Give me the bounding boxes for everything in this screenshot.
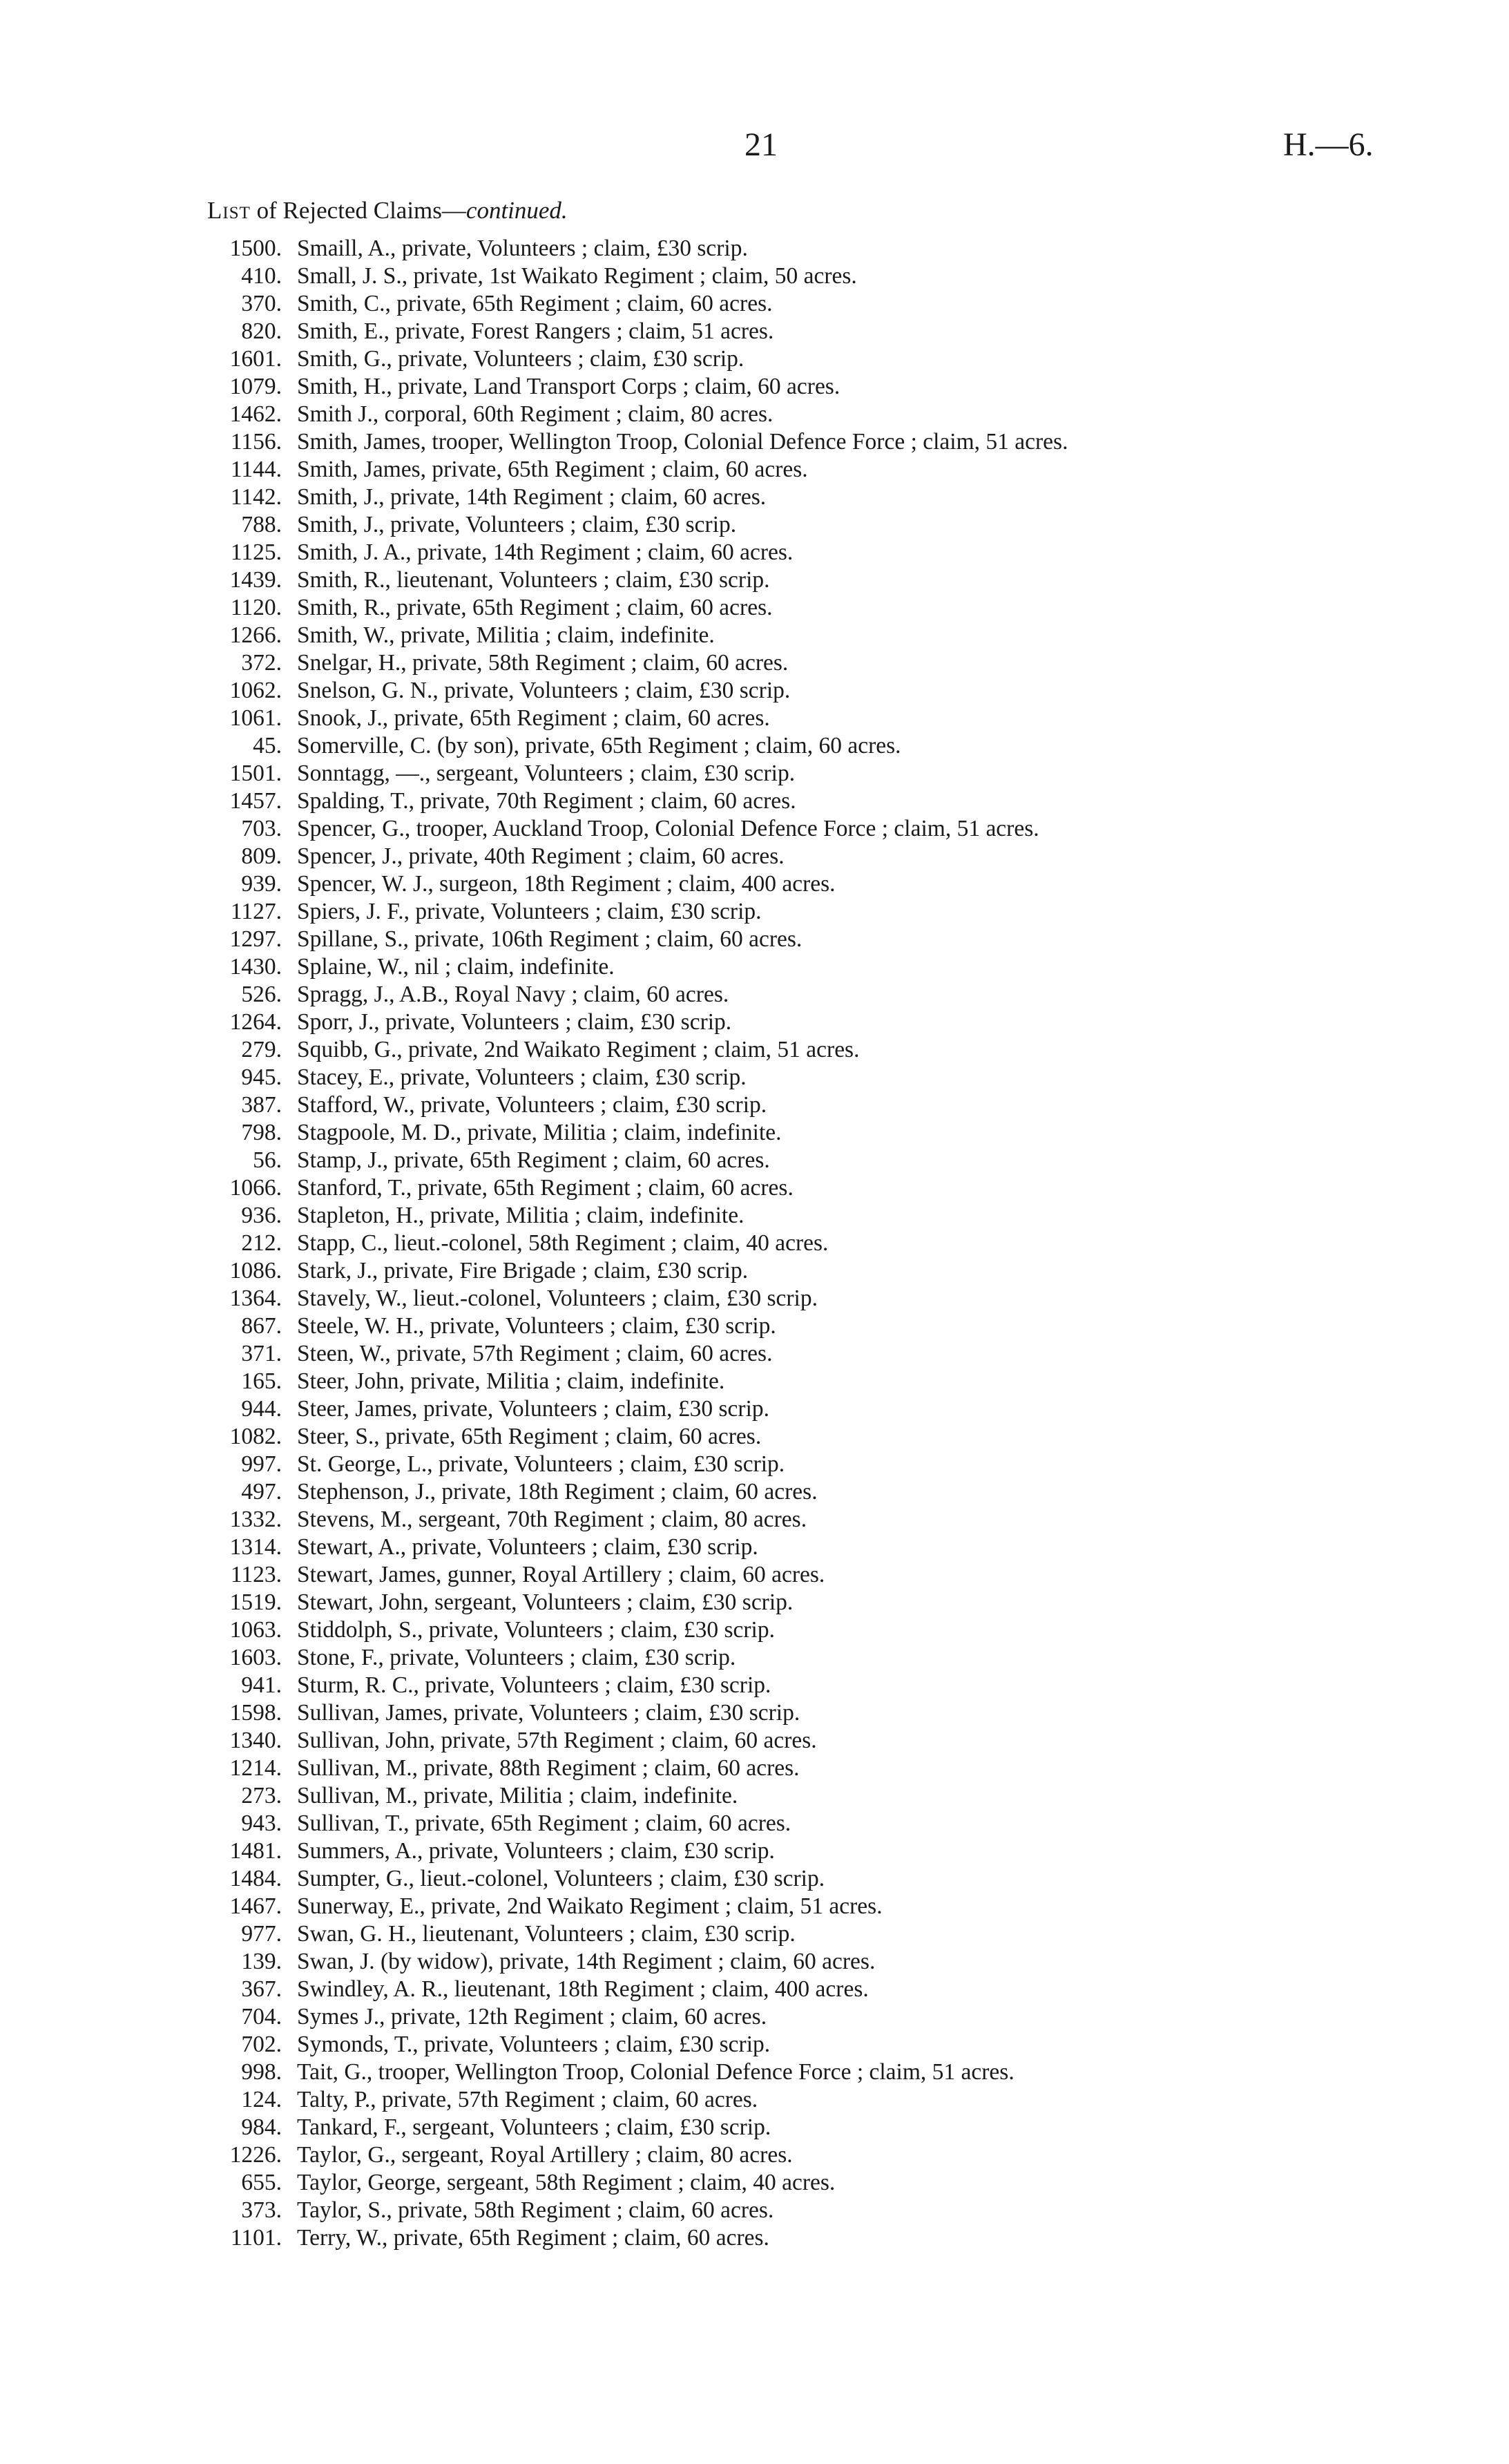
claim-entry: Snelson, G. N., private, Volunteers ; claim, £30 scrip.	[297, 678, 791, 703]
claim-row	[0, 1534, 1509, 1561]
claim-number: 1598.	[229, 1700, 282, 1726]
claim-row	[0, 1478, 1509, 1506]
claim-entry: Symes J., private, 12th Regiment ; claim, 60 acres.	[297, 2004, 767, 2030]
claim-entry: Sporr, J., private, Volunteers ; claim, £30 scrip.	[297, 1009, 732, 1035]
claim-number: 526.	[241, 982, 282, 1007]
claim-number: 1519.	[229, 1589, 282, 1615]
claim-entry: Summers, A., private, Volunteers ; claim, £30 scrip.	[297, 1838, 775, 1864]
claim-row	[0, 2114, 1509, 2141]
claim-number: 370.	[241, 291, 282, 316]
claim-entry: Stanford, T., private, 65th Regiment ; claim, 60 acres.	[297, 1175, 794, 1201]
claim-row	[0, 345, 1509, 373]
claim-number: 212.	[241, 1230, 282, 1256]
claim-number: 1120.	[230, 595, 282, 620]
claim-number: 1314.	[229, 1534, 282, 1560]
claim-entry: Stewart, John, sergeant, Volunteers ; claim, £30 scrip.	[297, 1589, 794, 1615]
claim-entry: Sullivan, James, private, Volunteers ; claim, £30 scrip.	[297, 1700, 800, 1726]
claim-row	[0, 1727, 1509, 1755]
claim-row	[0, 539, 1509, 566]
claim-number: 1332.	[229, 1507, 282, 1532]
claim-entry: Steele, W. H., private, Volunteers ; claim, £30 scrip.	[297, 1313, 776, 1339]
claim-number: 387.	[241, 1092, 282, 1118]
claim-entry: Talty, P., private, 57th Regiment ; claim, 60 acres.	[297, 2087, 758, 2112]
claim-number: 373.	[241, 2197, 282, 2223]
claim-number: 1061.	[229, 705, 282, 731]
claim-number: 1501.	[229, 761, 282, 786]
claim-number: 820.	[241, 318, 282, 344]
claim-entry: Spragg, J., A.B., Royal Navy ; claim, 60 acres.	[297, 982, 729, 1007]
claim-row	[0, 705, 1509, 732]
claim-row	[0, 1672, 1509, 1699]
claim-row	[0, 1285, 1509, 1312]
claim-row	[0, 1451, 1509, 1478]
claim-entry: Steer, James, private, Volunteers ; claim, £30 scrip.	[297, 1396, 770, 1422]
claim-entry: Smith, J. A., private, 14th Regiment ; claim, 60 acres.	[297, 539, 794, 565]
claim-row	[0, 1091, 1509, 1119]
claim-row	[0, 1395, 1509, 1423]
claim-entry: Splaine, W., nil ; claim, indefinite.	[297, 954, 615, 980]
claim-entry: Smaill, A., private, Volunteers ; claim, £30 scrip.	[297, 236, 748, 261]
claim-entry: Stark, J., private, Fire Brigade ; claim, £30 scrip.	[297, 1258, 749, 1283]
claim-row	[0, 2197, 1509, 2224]
claim-number: 655.	[241, 2170, 282, 2195]
claim-entry: Taylor, S., private, 58th Regiment ; claim, 60 acres.	[297, 2197, 774, 2223]
claim-row	[0, 677, 1509, 705]
claim-row	[0, 1976, 1509, 2003]
claim-entry: Stephenson, J., private, 18th Regiment ; claim, 60 acres.	[297, 1479, 818, 1505]
claim-number: 1142.	[230, 484, 282, 510]
claim-entry: Stewart, A., private, Volunteers ; claim, £30 scrip.	[297, 1534, 758, 1560]
claim-entry: Stapleton, H., private, Militia ; claim, indefinite.	[297, 1203, 744, 1228]
claim-row	[0, 235, 1509, 262]
claim-number: 1226.	[229, 2142, 282, 2168]
claim-number: 1082.	[229, 1424, 282, 1449]
claim-row	[0, 1036, 1509, 1064]
claim-row	[0, 262, 1509, 290]
claim-entry: Sunerway, E., private, 2nd Waikato Regiment ; claim, 51 acres.	[297, 1893, 883, 1919]
claim-row	[0, 2086, 1509, 2114]
claim-number: 1062.	[229, 678, 282, 703]
claim-entry: Squibb, G., private, 2nd Waikato Regiment ; claim, 51 acres.	[297, 1037, 860, 1062]
claim-row	[0, 1865, 1509, 1893]
claim-number: 1340.	[229, 1728, 282, 1753]
claim-entry: Snelgar, H., private, 58th Regiment ; claim, 60 acres.	[297, 650, 789, 676]
claim-entry: Smith, R., lieutenant, Volunteers ; claim, £30 scrip.	[297, 567, 770, 593]
claim-entry: Spillane, S., private, 106th Regiment ; claim, 60 acres.	[297, 926, 802, 952]
heading-list-word: List	[207, 197, 251, 224]
claim-number: 410.	[241, 263, 282, 289]
claim-row	[0, 566, 1509, 594]
claim-row	[0, 1699, 1509, 1727]
claim-entry: Snook, J., private, 65th Regiment ; claim, 60 acres.	[297, 705, 770, 731]
claim-row	[0, 1009, 1509, 1036]
claim-entry: Smith J., corporal, 60th Regiment ; claim, 80 acres.	[297, 401, 773, 427]
claim-entry: Swindley, A. R., lieutenant, 18th Regiment ; claim, 400 acres.	[297, 1976, 869, 2002]
claim-row	[0, 815, 1509, 843]
claim-entry: Tait, G., trooper, Wellington Troop, Colonial Defence Force ; claim, 51 acres.	[297, 2059, 1015, 2085]
claim-row	[0, 318, 1509, 345]
claim-entry: Spiers, J. F., private, Volunteers ; claim, £30 scrip.	[297, 899, 762, 924]
claim-entry: Sonntagg, —., sergeant, Volunteers ; claim, £30 scrip.	[297, 761, 796, 786]
claim-number: 944.	[241, 1396, 282, 1422]
claim-row	[0, 843, 1509, 870]
claim-entry: Stamp, J., private, 65th Regiment ; claim, 60 acres.	[297, 1147, 770, 1173]
claim-number: 1481.	[229, 1838, 282, 1864]
claim-number: 941.	[241, 1672, 282, 1698]
claim-number: 165.	[241, 1368, 282, 1394]
claim-entry: Smith, G., private, Volunteers ; claim, £30 scrip.	[297, 346, 744, 372]
claim-number: 1601.	[229, 346, 282, 372]
claim-number: 279.	[241, 1037, 282, 1062]
claim-row	[0, 1561, 1509, 1589]
claim-number: 124.	[241, 2087, 282, 2112]
claim-number: 939.	[241, 871, 282, 897]
claim-number: 977.	[241, 1921, 282, 1947]
claim-number: 997.	[241, 1451, 282, 1477]
claim-entry: Smith, James, private, 65th Regiment ; claim, 60 acres.	[297, 457, 808, 482]
claim-number: 1430.	[229, 954, 282, 980]
claim-number: 497.	[241, 1479, 282, 1505]
claim-row	[0, 1616, 1509, 1644]
claim-row	[0, 1782, 1509, 1810]
claim-number: 1063.	[229, 1617, 282, 1643]
claim-number: 139.	[241, 1949, 282, 1974]
claim-number: 1266.	[229, 622, 282, 648]
claim-row	[0, 1755, 1509, 1782]
claim-number: 945.	[241, 1064, 282, 1090]
heading-text: of Rejected Claims—	[250, 197, 466, 224]
claim-row	[0, 456, 1509, 484]
claim-number: 1457.	[229, 788, 282, 814]
claim-entry: Stewart, James, gunner, Royal Artillery ; claim, 60 acres.	[297, 1562, 825, 1587]
claim-row	[0, 1340, 1509, 1368]
claim-number: 1364.	[229, 1286, 282, 1311]
claim-number: 1439.	[229, 567, 282, 593]
claim-number: 809.	[241, 843, 282, 869]
claim-number: 1156.	[230, 429, 282, 455]
claim-entry: Swan, J. (by widow), private, 14th Regiment ; claim, 60 acres.	[297, 1949, 876, 1974]
claim-number: 867.	[241, 1313, 282, 1339]
claim-number: 703.	[241, 816, 282, 841]
claim-entry: Steen, W., private, 57th Regiment ; claim, 60 acres.	[297, 1341, 773, 1366]
claim-row	[0, 1368, 1509, 1395]
claim-entry: Spalding, T., private, 70th Regiment ; claim, 60 acres.	[297, 788, 796, 814]
claim-number: 788.	[241, 512, 282, 537]
claim-row	[0, 1147, 1509, 1174]
claim-entry: Small, J. S., private, 1st Waikato Regiment ; claim, 50 acres.	[297, 263, 857, 289]
claim-entry: Spencer, W. J., surgeon, 18th Regiment ; claim, 400 acres.	[297, 871, 836, 897]
claim-entry: Stagpoole, M. D., private, Militia ; claim, indefinite.	[297, 1120, 782, 1145]
claim-number: 1144.	[230, 457, 282, 482]
claim-entry: Stone, F., private, Volunteers ; claim, £30 scrip.	[297, 1645, 736, 1670]
claim-number: 1127.	[230, 899, 282, 924]
claim-number: 1467.	[229, 1893, 282, 1919]
claim-entry: Spencer, G., trooper, Auckland Troop, Colonial Defence Force ; claim, 51 acres.	[297, 816, 1039, 841]
claim-entry: Somerville, C. (by son), private, 65th Regiment ; claim, 60 acres.	[297, 733, 901, 758]
claim-row	[0, 484, 1509, 511]
claim-row	[0, 2224, 1509, 2252]
claim-row	[0, 953, 1509, 981]
claim-row	[0, 1257, 1509, 1285]
claim-row	[0, 981, 1509, 1009]
claim-number: 1123.	[230, 1562, 282, 1587]
claim-number: 1066.	[229, 1175, 282, 1201]
claim-entry: Swan, G. H., lieutenant, Volunteers ; claim, £30 scrip.	[297, 1921, 796, 1947]
claim-entry: Smith, R., private, 65th Regiment ; claim, 60 acres.	[297, 595, 773, 620]
claim-number: 702.	[241, 2032, 282, 2057]
claim-row	[0, 1202, 1509, 1230]
claim-entry: Tankard, F., sergeant, Volunteers ; claim, £30 scrip.	[297, 2114, 771, 2140]
claim-row	[0, 898, 1509, 926]
claim-entry: Sturm, R. C., private, Volunteers ; claim, £30 scrip.	[297, 1672, 771, 1698]
claim-entry: Smith, E., private, Forest Rangers ; claim, 51 acres.	[297, 318, 774, 344]
claim-entry: Smith, W., private, Militia ; claim, indefinite.	[297, 622, 715, 648]
claim-number: 1500.	[229, 236, 282, 261]
claim-entry: Smith, James, trooper, Wellington Troop, Colonial Defence Force ; claim, 51 acres.	[297, 429, 1068, 455]
claim-entry: Steer, John, private, Militia ; claim, indefinite.	[297, 1368, 725, 1394]
claim-row	[0, 1810, 1509, 1837]
claim-number: 56.	[253, 1147, 282, 1173]
claim-entry: Stavely, W., lieut.-colonel, Volunteers ; claim, £30 scrip.	[297, 1286, 818, 1311]
claim-entry: Stacey, E., private, Volunteers ; claim, £30 scrip.	[297, 1064, 747, 1090]
claim-row	[0, 1506, 1509, 1534]
claim-row	[0, 870, 1509, 898]
claim-number: 1603.	[229, 1645, 282, 1670]
claim-number: 704.	[241, 2004, 282, 2030]
claim-row	[0, 2169, 1509, 2197]
claim-entry: Smith, H., private, Land Transport Corps ; claim, 60 acres.	[297, 374, 840, 399]
claim-row	[0, 787, 1509, 815]
claim-row	[0, 1837, 1509, 1865]
claim-row	[0, 1119, 1509, 1147]
claim-number: 367.	[241, 1976, 282, 2002]
claim-row	[0, 1644, 1509, 1672]
claim-entry: Stapp, C., lieut.-colonel, 58th Regiment ; claim, 40 acres.	[297, 1230, 829, 1256]
document-reference: H.—6.	[1283, 126, 1374, 163]
claim-entry: Stevens, M., sergeant, 70th Regiment ; claim, 80 acres.	[297, 1507, 807, 1532]
claim-entry: Sullivan, John, private, 57th Regiment ; claim, 60 acres.	[297, 1728, 817, 1753]
claim-number: 371.	[241, 1341, 282, 1366]
claim-row	[0, 2141, 1509, 2169]
claim-entry: Sumpter, G., lieut.-colonel, Volunteers ; claim, £30 scrip.	[297, 1866, 825, 1891]
claim-entry: Stafford, W., private, Volunteers ; claim, £30 scrip.	[297, 1092, 767, 1118]
claim-row	[0, 1174, 1509, 1202]
claim-entry: Smith, J., private, 14th Regiment ; claim, 60 acres.	[297, 484, 767, 510]
claim-row	[0, 290, 1509, 318]
claim-number: 273.	[241, 1783, 282, 1808]
claim-row	[0, 732, 1509, 760]
claim-number: 1462.	[229, 401, 282, 427]
list-heading	[207, 195, 568, 226]
claim-entry: Smith, C., private, 65th Regiment ; claim, 60 acres.	[297, 291, 773, 316]
rejected-claims-list	[0, 235, 1509, 2252]
claim-entry: Sullivan, M., private, 88th Regiment ; claim, 60 acres.	[297, 1755, 800, 1781]
claim-entry: Stiddolph, S., private, Volunteers ; claim, £30 scrip.	[297, 1617, 775, 1643]
claim-number: 1086.	[229, 1258, 282, 1283]
claim-number: 984.	[241, 2114, 282, 2140]
claim-number: 1264.	[229, 1009, 282, 1035]
claim-entry: Taylor, George, sergeant, 58th Regiment ; claim, 40 acres.	[297, 2170, 836, 2195]
claim-row	[0, 2059, 1509, 2086]
claim-entry: Steer, S., private, 65th Regiment ; claim, 60 acres.	[297, 1424, 762, 1449]
claim-row	[0, 594, 1509, 622]
claim-number: 798.	[241, 1120, 282, 1145]
claim-entry: Symonds, T., private, Volunteers ; claim, £30 scrip.	[297, 2032, 771, 2057]
claim-row	[0, 760, 1509, 787]
claim-row	[0, 926, 1509, 953]
claim-row	[0, 2031, 1509, 2059]
claim-number: 1214.	[229, 1755, 282, 1781]
claim-number: 936.	[241, 1203, 282, 1228]
claim-row	[0, 401, 1509, 428]
claim-number: 1101.	[230, 2225, 282, 2251]
claim-entry: Terry, W., private, 65th Regiment ; claim, 60 acres.	[297, 2225, 769, 2251]
claim-number: 1297.	[229, 926, 282, 952]
claim-row	[0, 1423, 1509, 1451]
claim-row	[0, 622, 1509, 649]
claim-entry: Spencer, J., private, 40th Regiment ; claim, 60 acres.	[297, 843, 785, 869]
claim-row	[0, 373, 1509, 401]
claim-number: 372.	[241, 650, 282, 676]
claim-number: 1484.	[229, 1866, 282, 1891]
claim-row	[0, 1230, 1509, 1257]
claim-entry: Smith, J., private, Volunteers ; claim, £30 scrip.	[297, 512, 737, 537]
claim-row	[0, 1589, 1509, 1616]
claim-number: 1079.	[229, 374, 282, 399]
claim-row	[0, 1893, 1509, 1920]
claim-number: 1125.	[230, 539, 282, 565]
claim-row	[0, 1064, 1509, 1091]
claim-number: 45.	[253, 733, 282, 758]
page-number: 21	[744, 126, 778, 163]
claim-row	[0, 428, 1509, 456]
claim-row	[0, 1948, 1509, 1976]
claim-entry: Taylor, G., sergeant, Royal Artillery ; claim, 80 acres.	[297, 2142, 793, 2168]
claim-row	[0, 1920, 1509, 1948]
claim-number: 998.	[241, 2059, 282, 2085]
claim-row	[0, 1312, 1509, 1340]
claim-row	[0, 2003, 1509, 2031]
claim-row	[0, 511, 1509, 539]
claim-row	[0, 649, 1509, 677]
heading-continued: continued.	[465, 197, 568, 224]
claim-entry: St. George, L., private, Volunteers ; claim, £30 scrip.	[297, 1451, 785, 1477]
claim-number: 943.	[241, 1811, 282, 1836]
claim-entry: Sullivan, M., private, Militia ; claim, indefinite.	[297, 1783, 738, 1808]
claim-entry: Sullivan, T., private, 65th Regiment ; claim, 60 acres.	[297, 1811, 791, 1836]
